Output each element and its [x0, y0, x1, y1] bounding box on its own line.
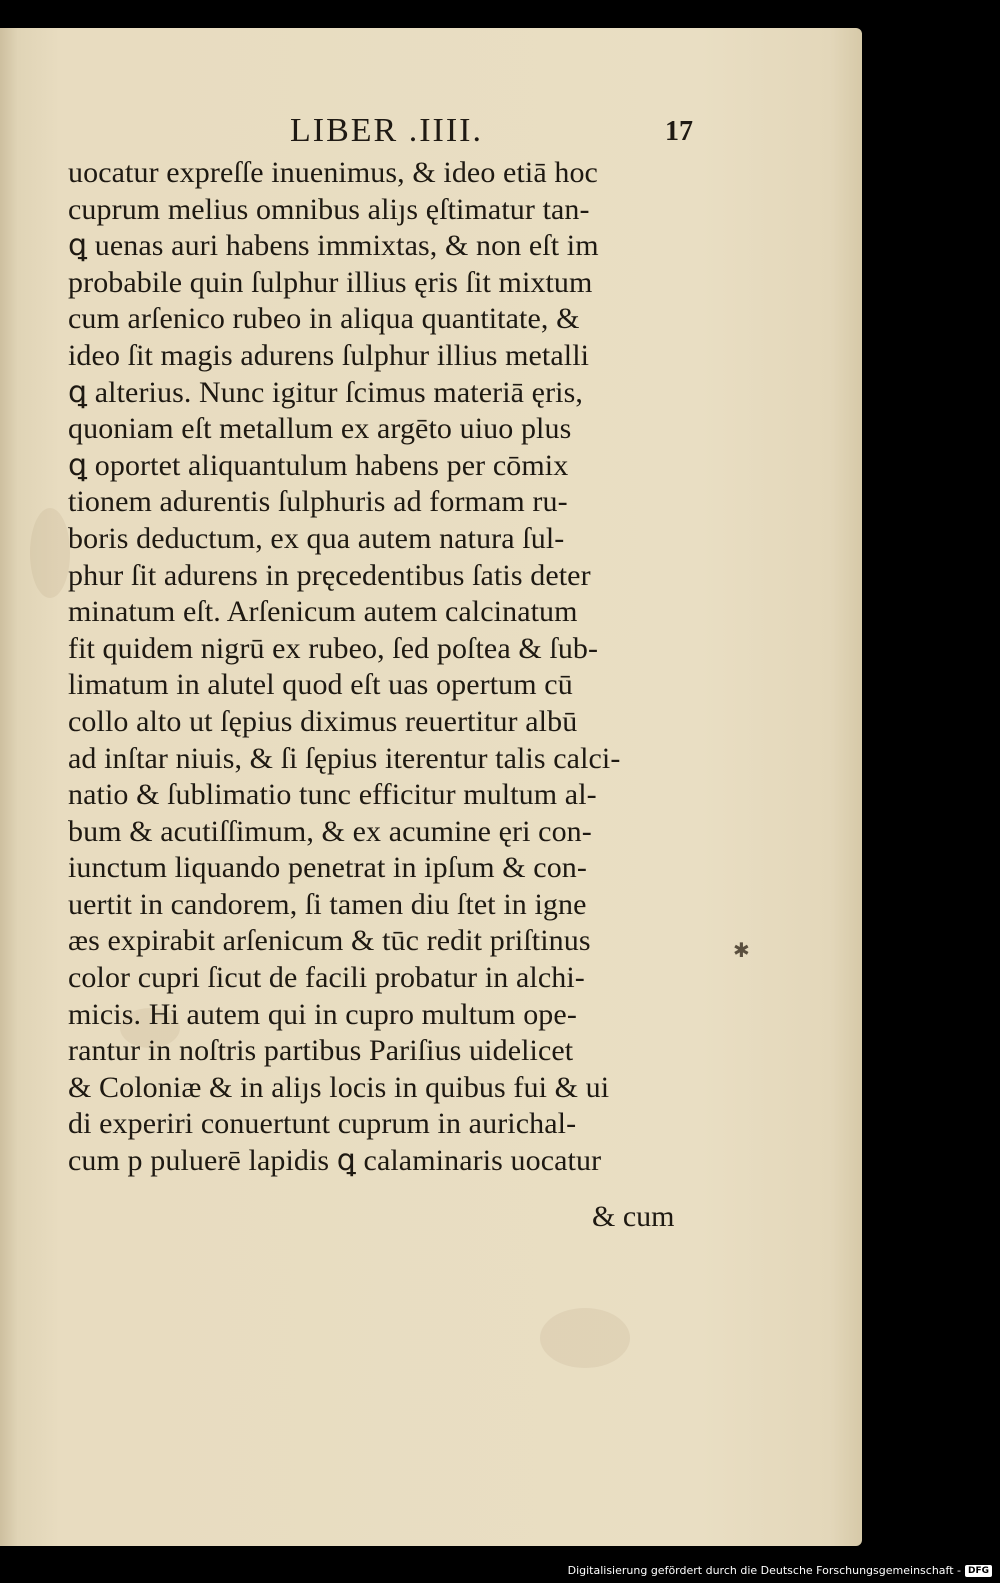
text-line: æs expirabit arſenicum & tūc redit priſtinus	[68, 924, 591, 958]
credit-text: Digitalisierung gefördert durch die Deutsche Forschungsgemeinschaft -	[567, 1564, 961, 1577]
text-line: bum & acutiſſimum, & ex acumine ęri con-	[68, 814, 592, 848]
text-line: micis. Hi autem qui in cupro multum ope-	[68, 997, 577, 1031]
text-line: quoniam eſt metallum ex argēto uiuo plus	[68, 412, 572, 446]
catchword: & cum	[592, 1200, 675, 1233]
text-line: fit quidem nigrū ex rubeo, ſed poſtea & ſub-	[68, 631, 599, 665]
text-line: color cupri ſicut de facili probatur in alchi-	[68, 961, 585, 995]
text-line: tionem adurentis ſulphuris ad formam ru-	[68, 485, 568, 519]
text-line: & Coloniæ & in aliȷs locis in quibus fui & ui	[68, 1070, 610, 1104]
paper-stain	[30, 508, 70, 598]
text-line: natio & ſublimatio tunc efficitur multum al-	[68, 778, 597, 812]
text-line: probabile quin ſulphur illius ęris ſit mixtum	[68, 265, 593, 299]
text-line: minatum eſt. Arſenicum autem calcinatum	[68, 595, 578, 629]
text-line: collo alto ut ſępius diximus reuertitur albū	[68, 704, 578, 738]
text-line: cum arſenico rubeo in aliqua quantitate, &	[68, 302, 580, 336]
paper-stain	[540, 1308, 630, 1368]
text-line: ꝗ oportet aliquantulum habens per cōmix	[68, 448, 569, 482]
text-line: iunctum liquando penetrat in ipſum & con-	[68, 851, 587, 885]
text-line: ꝗ uenas auri habens immixtas, & non eſt im	[68, 229, 599, 263]
text-line: boris deductum, ex qua autem natura ſul-	[68, 521, 565, 555]
running-head: LIBER .IIII.	[290, 112, 484, 149]
text-line: phur ſit adurens in pręcedentibus ſatis deter	[68, 558, 591, 592]
text-line: cum p puluerē lapidis ꝗ calaminaris uocatur	[68, 1144, 602, 1178]
text-line: cuprum melius omnibus aliȷs ęſtimatur tan-	[68, 192, 590, 226]
text-line: rantur in noſtris partibus Pariſius uidelicet	[68, 1034, 574, 1068]
text-line: uertit in candorem, ſi tamen diu ſtet in igne	[68, 887, 587, 921]
text-line: limatum in alutel quod eſt uas opertum cū	[68, 668, 573, 702]
text-line: uocatur expreſſe inuenimus, & ideo etiā hoc	[68, 156, 598, 189]
text-line: di experiri conuertunt cuprum in aurichal-	[68, 1107, 577, 1141]
body-text	[68, 155, 728, 1180]
margin-mark-icon: ✱	[733, 938, 750, 962]
text-line: ideo ſit magis adurens ſulphur illius metalli	[68, 338, 590, 372]
text-line: ꝗ alterius. Nunc igitur ſcimus materiā ęris,	[68, 375, 583, 409]
digitization-credit	[568, 1564, 992, 1577]
dfg-logo: DFG	[965, 1565, 992, 1577]
page-number: 17	[665, 116, 693, 147]
text-line: ad inſtar niuis, & ſi ſępius iterentur talis calci-	[68, 741, 621, 775]
